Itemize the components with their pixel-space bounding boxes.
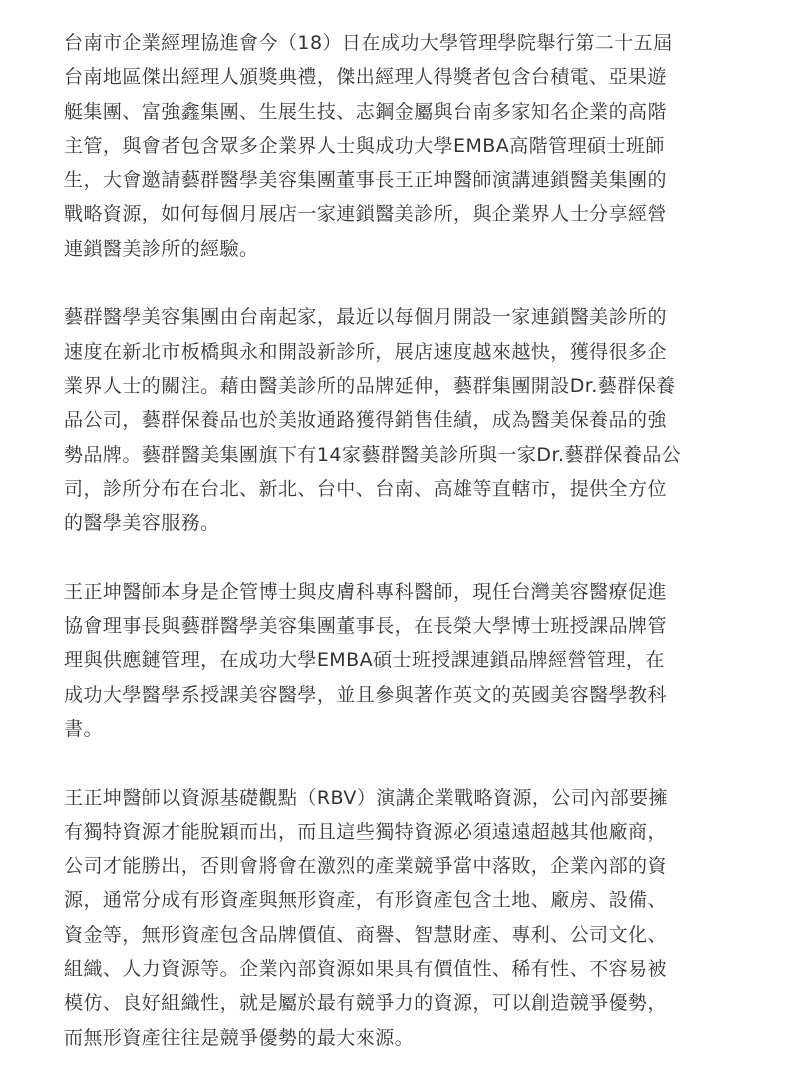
text-line: 業界人士的關注。藉由醫美診所的品牌延伸，藝群集團開設Dr.藝群保養 — [64, 374, 676, 397]
text-line: 藝群醫學美容集團由台南起家，最近以每個月開設一家連鎖醫美診所的 — [64, 306, 667, 329]
text-line: 司，診所分布在台北、新北、台中、台南、高雄等直轄市，提供全方位 — [64, 477, 667, 500]
text-line: 模仿、良好組織性，就是屬於最有競爭力的資源，可以創造競爭優勢， — [64, 992, 667, 1015]
text-line: 有獨特資源才能脫穎而出，而且這些獨特資源必須遠遠超越其他廠商， — [64, 820, 667, 843]
text-line: 書。 — [64, 717, 103, 740]
text-line: 而無形資產往往是競爭優勢的最大來源。 — [64, 1026, 415, 1049]
text-line: 台南地區傑出經理人頒獎典禮，傑出經理人得獎者包含台積電、亞果遊 — [64, 66, 667, 89]
text-line: 資金等，無形資產包含品牌價值、商譽、智慧財產、專利、公司文化、 — [64, 923, 667, 946]
paragraph-3 — [64, 575, 760, 746]
text-line: 的醫學美容服務。 — [64, 512, 220, 535]
text-line: 成功大學醫學系授課美容醫學，並且參與著作英文的英國美容醫學教科 — [64, 683, 667, 706]
text-line: 台南市企業經理協進會今（18）日在成功大學管理學院舉行第二十五屆 — [64, 32, 673, 54]
text-line: 主管，與會者包含眾多企業界人士與成功大學EMBA高階管理碩士班師 — [64, 134, 665, 157]
text-line: 王正坤醫師以資源基礎觀點（RBV）演講企業戰略資源，公司內部要擁 — [64, 786, 669, 809]
paragraph-4 — [64, 781, 760, 1055]
text-line: 生，大會邀請藝群醫學美容集團董事長王正坤醫師演講連鎖醫美集團的 — [64, 169, 667, 192]
text-line: 連鎖醫美診所的經驗。 — [64, 237, 259, 260]
text-line: 速度在新北市板橋與永和開設新診所，展店速度越來越快，獲得很多企 — [64, 340, 667, 363]
text-line: 組織、人力資源等。企業內部資源如果具有價值性、稀有性、不容易被 — [64, 958, 667, 981]
text-line: 源，通常分成有形資產與無形資產，有形資產包含土地、廠房、設備、 — [64, 889, 667, 912]
text-line: 戰略資源，如何每個月展店一家連鎖醫美診所，與企業界人士分享經營 — [64, 203, 667, 226]
text-line: 公司才能勝出，否則會將會在激烈的產業競爭當中落敗，企業內部的資 — [64, 855, 667, 878]
text-line: 勢品牌。藝群醫美集團旗下有14家藝群醫美診所與一家Dr.藝群保養品公 — [64, 443, 682, 466]
paragraph-1 — [64, 26, 760, 266]
paragraph-2 — [64, 300, 760, 540]
text-line: 協會理事長與藝群醫學美容集團董事長，在長榮大學博士班授課品牌管 — [64, 615, 667, 638]
text-line: 理與供應鏈管理，在成功大學EMBA碩士班授課連鎖品牌經營管理，在 — [64, 649, 665, 672]
text-line: 品公司，藝群保養品也於美妝通路獲得銷售佳績，成為醫美保養品的強 — [64, 409, 667, 432]
text-line: 艇集團、富強鑫集團、生展生技、志鋼金屬與台南多家知名企業的高階 — [64, 100, 667, 123]
text-line: 王正坤醫師本身是企管博士與皮膚科專科醫師，現任台灣美容醫療促進 — [64, 580, 667, 603]
